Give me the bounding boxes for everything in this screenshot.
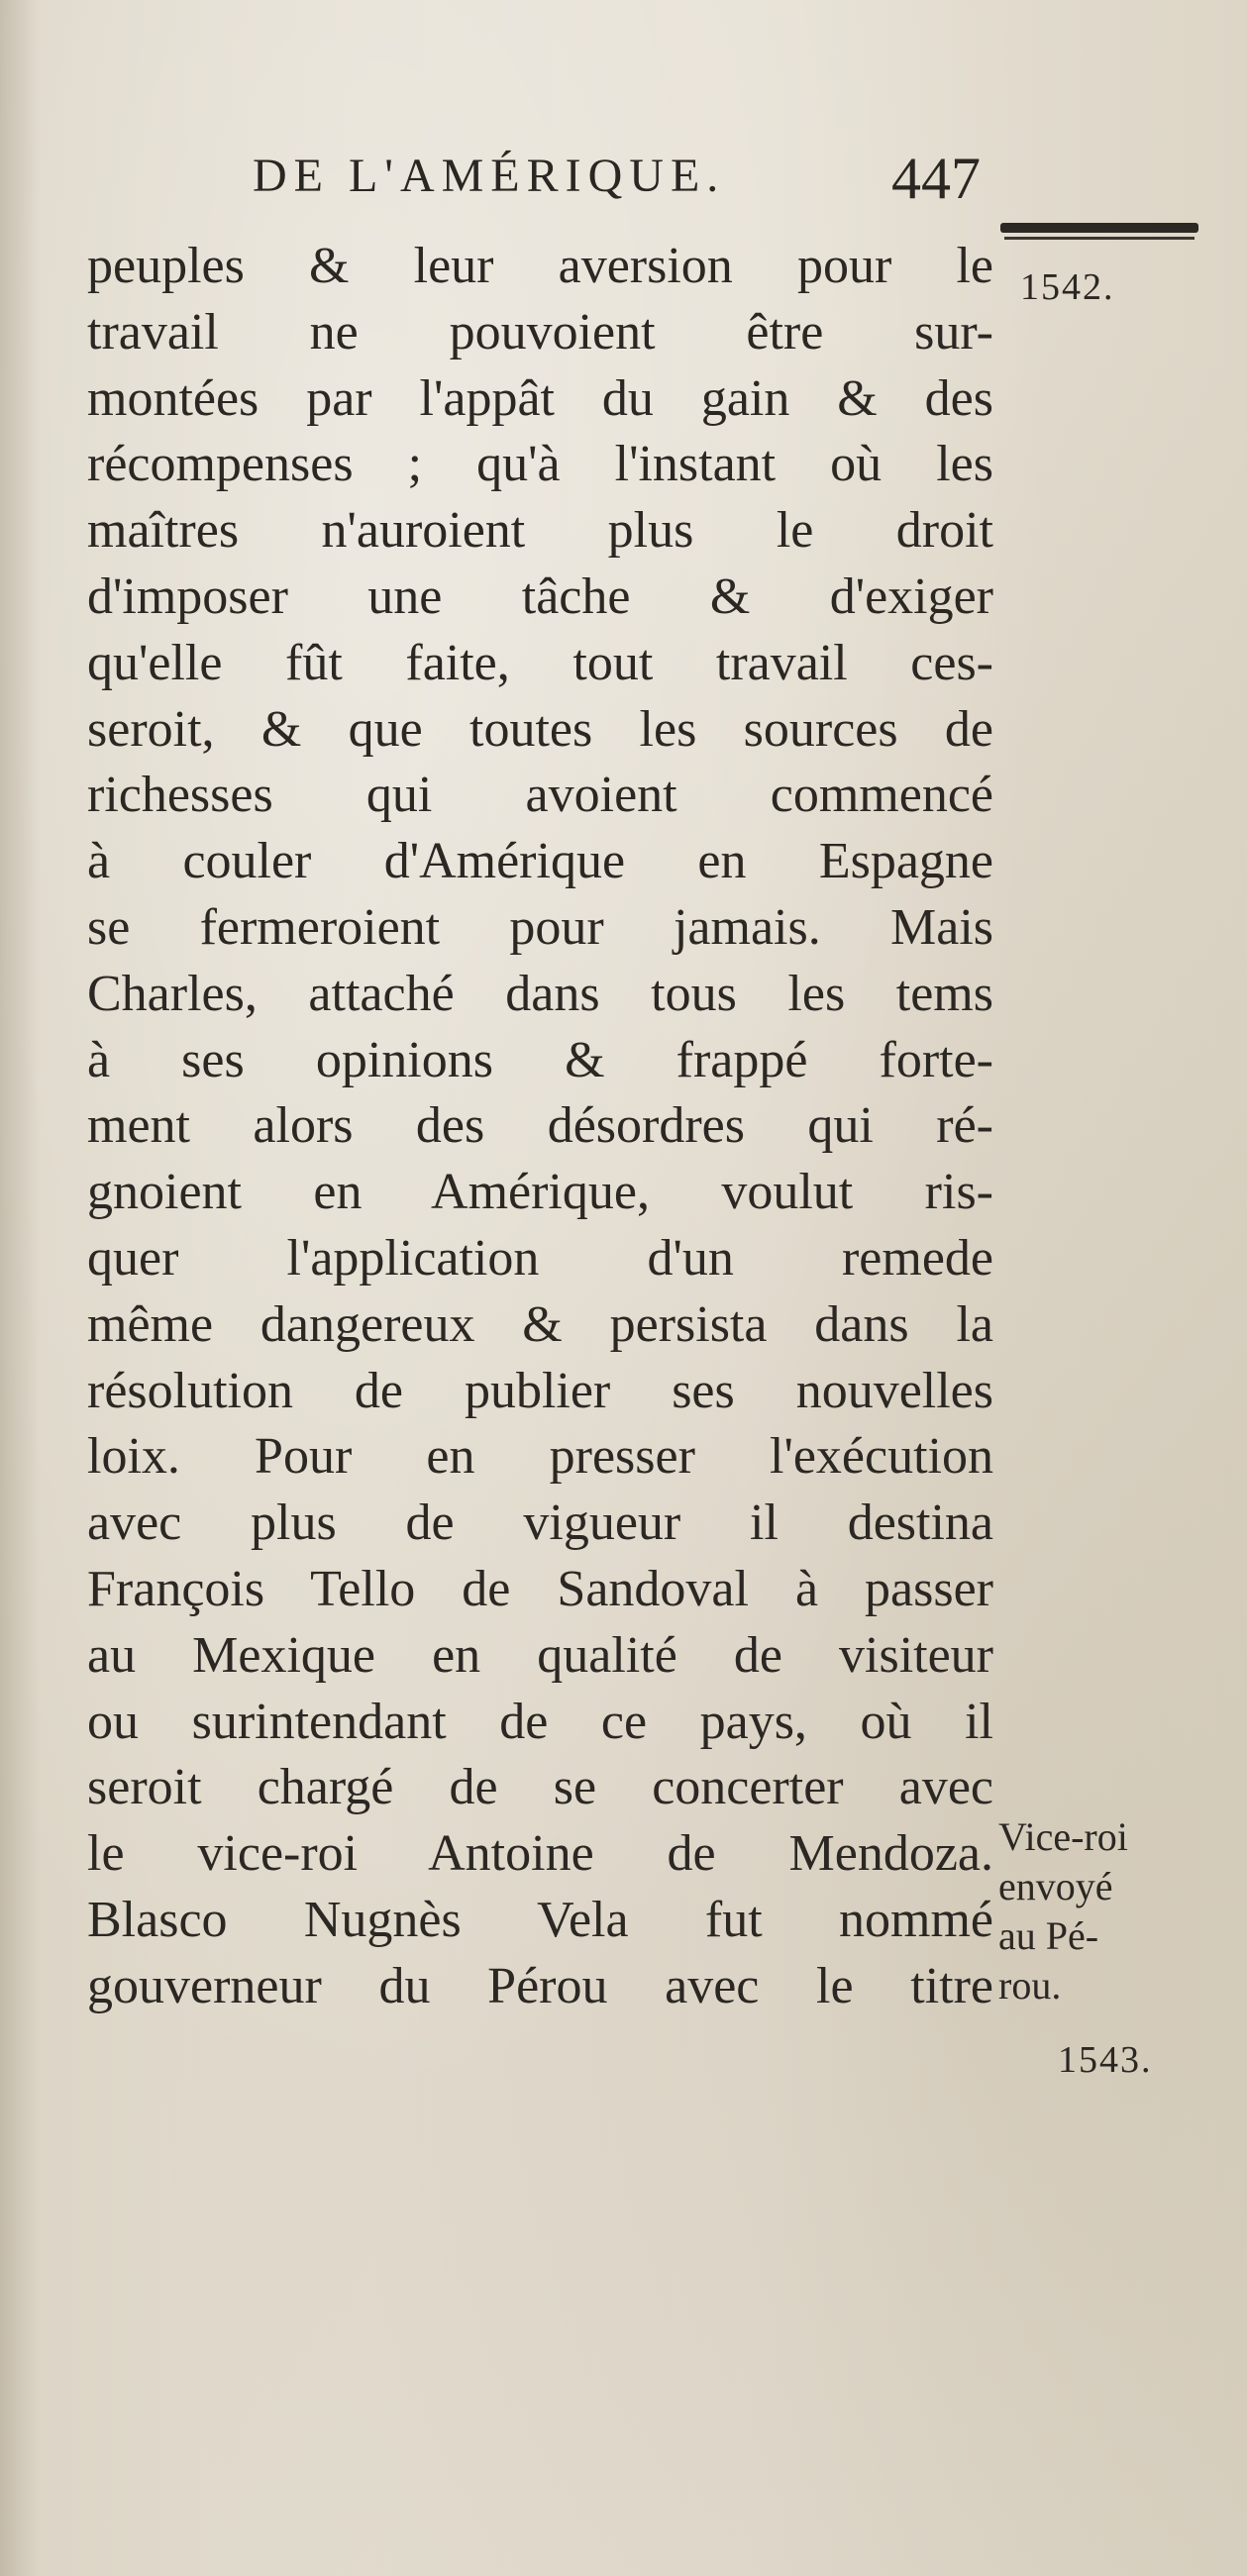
- body-text: [87, 234, 993, 2020]
- margin-year-top: 1542.: [1020, 266, 1115, 308]
- text-line: gouverneur du Pérou avec le titre: [87, 1957, 993, 2014]
- text-line: maîtres n'auroient plus le droit: [87, 502, 993, 560]
- text-line: seroit, & que toutes les sources de: [87, 700, 993, 758]
- text-line: au Mexique en qualité de visiteur: [87, 1626, 993, 1684]
- text-line: le vice-roi Antoine de Mendoza.: [87, 1825, 993, 1883]
- margin-rule: [1000, 223, 1198, 233]
- text-line: même dangereux & persista dans la: [87, 1295, 993, 1353]
- text-line: peuples & leur aversion pour le: [87, 238, 993, 294]
- running-head: DE L'AMÉRIQUE.: [253, 150, 726, 202]
- page-number: 447: [891, 146, 981, 211]
- text-line: richesses qui avoient commencé: [87, 767, 993, 824]
- text-line: à ses opinions & frappé forte-: [87, 1031, 993, 1088]
- text-line: d'imposer une tâche & d'exiger: [87, 567, 993, 625]
- margin-note-line: rou.: [998, 1963, 1062, 2008]
- text-line: seroit chargé de se concerter avec: [87, 1759, 993, 1816]
- text-line: avec plus de vigueur il destina: [87, 1494, 993, 1552]
- text-line: se fermeroient pour jamais. Mais: [87, 898, 993, 956]
- text-line: récompenses ; qu'à l'instant où les: [87, 436, 993, 493]
- page-header: [253, 146, 995, 218]
- text-line: résolution de publier ses nouvelles: [87, 1362, 993, 1419]
- text-line: travail ne pouvoient être sur-: [87, 303, 993, 361]
- margin-note: [998, 1812, 1226, 2010]
- text-line: montées par l'appât du gain & des: [87, 369, 993, 427]
- margin-note-line: Vice-roi: [998, 1814, 1128, 1859]
- text-line: ou surintendant de ce pays, où il: [87, 1693, 993, 1750]
- text-line: François Tello de Sandoval à passer: [87, 1560, 993, 1617]
- text-line: Charles, attaché dans tous les tems: [87, 965, 993, 1022]
- text-line: qu'elle fût faite, tout travail ces-: [87, 634, 993, 691]
- text-line: Blasco Nugnès Vela fut nommé: [87, 1891, 993, 1948]
- text-line: ment alors des désordres qui ré-: [87, 1097, 993, 1155]
- text-line: gnoient en Amérique, voulut ris-: [87, 1164, 993, 1221]
- margin-note-line: au Pé-: [998, 1913, 1099, 1958]
- margin-note-line: envoyé: [998, 1864, 1113, 1908]
- text-line: à couler d'Amérique en Espagne: [87, 833, 993, 890]
- text-line: loix. Pour en presser l'exécution: [87, 1428, 993, 1486]
- text-line: quer l'application d'un remede: [87, 1229, 993, 1287]
- margin-year-bottom: 1543.: [1058, 2039, 1153, 2081]
